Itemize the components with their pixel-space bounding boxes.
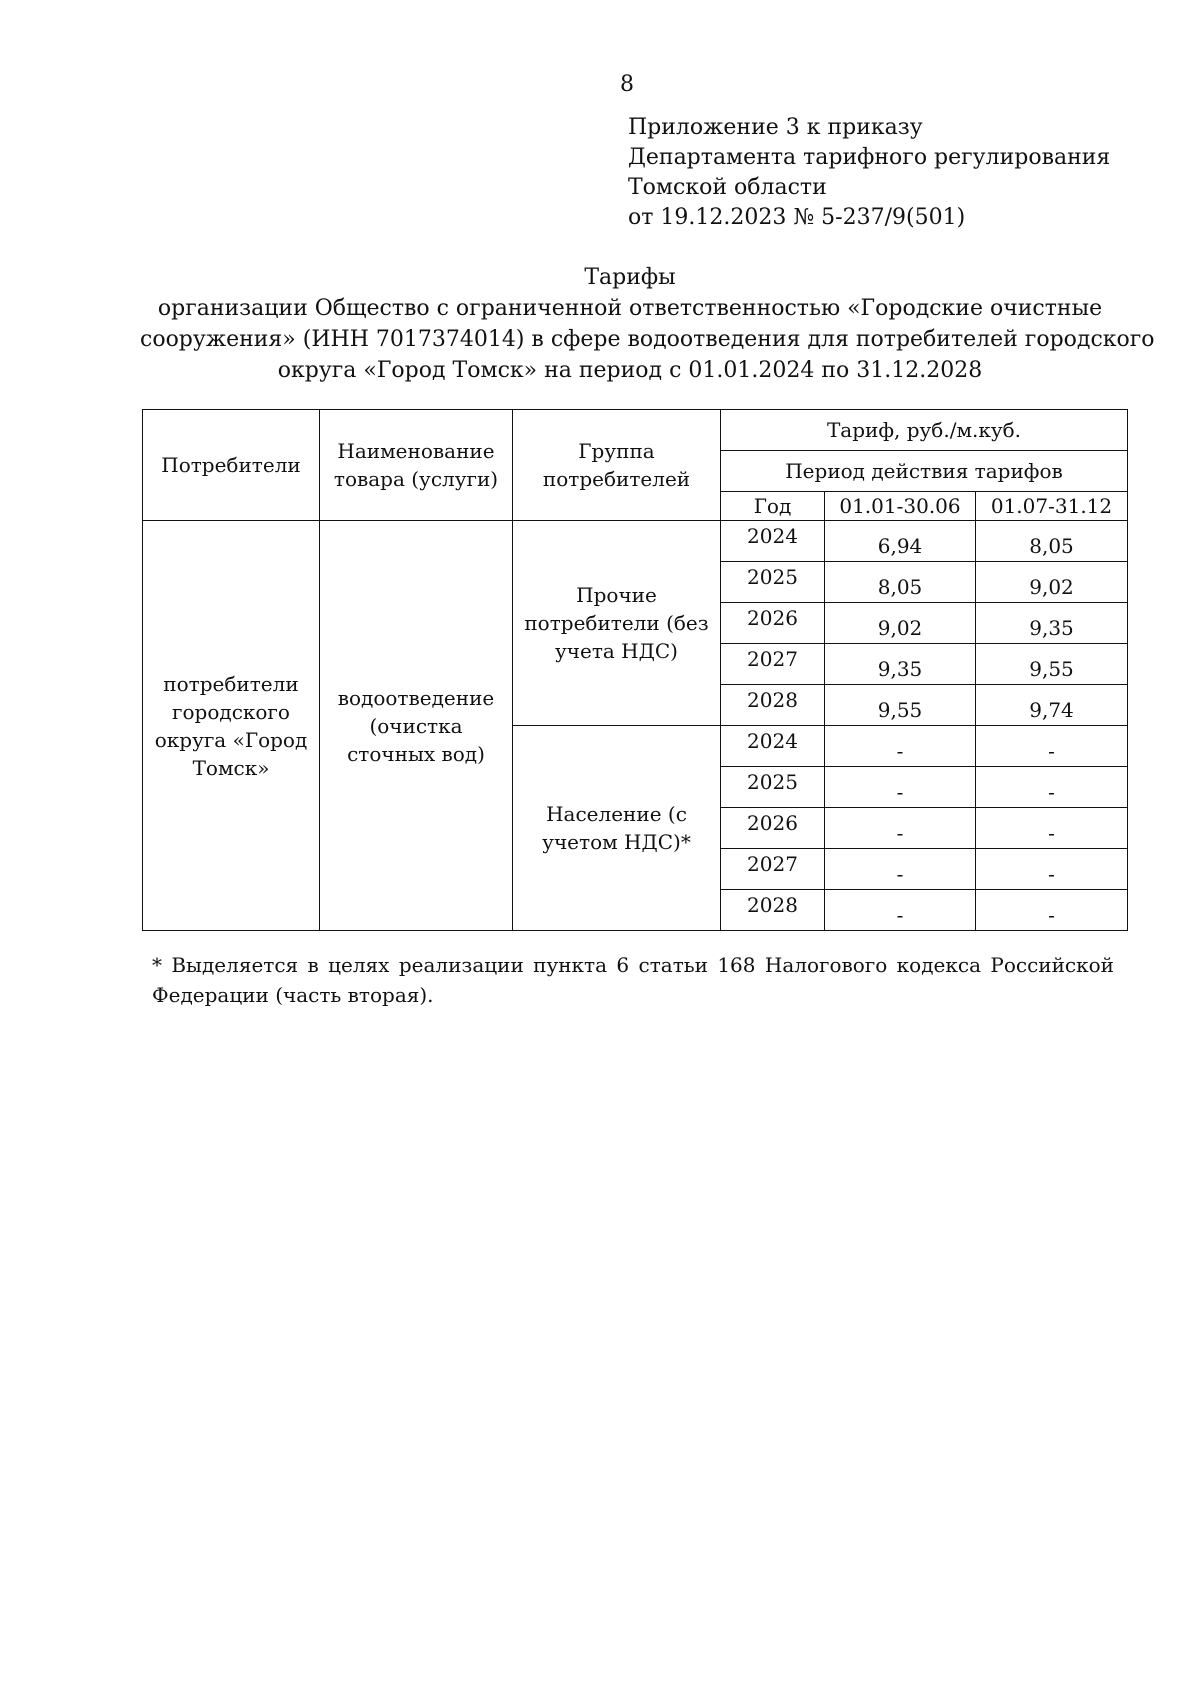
year-cell: 2026	[721, 808, 825, 849]
appendix-line: от 19.12.2023 № 5-237/9(501)	[628, 205, 966, 230]
header-year: Год	[721, 492, 825, 521]
year-cell: 2024	[721, 726, 825, 767]
tariff-h1-cell: 9,55	[825, 685, 976, 726]
header-product: Наименование товара (услуги)	[320, 410, 513, 521]
tariff-h2-cell: -	[976, 808, 1128, 849]
tariff-table	[142, 409, 1128, 931]
product-cell: водоотведение (очистка сточных вод)	[320, 521, 513, 931]
year-cell: 2028	[721, 890, 825, 931]
tariff-h1-cell: -	[825, 808, 976, 849]
appendix-line: Приложение 3 к приказу	[628, 115, 923, 140]
year-cell: 2028	[721, 685, 825, 726]
tariff-h1-cell: 9,02	[825, 603, 976, 644]
tariff-h2-cell: 8,05	[976, 521, 1128, 562]
tariff-h1-cell: -	[825, 849, 976, 890]
title-heading: Тарифы	[584, 265, 676, 290]
tariff-h2-cell: 9,35	[976, 603, 1128, 644]
document-title	[140, 262, 1155, 386]
tariff-h2-cell: 9,74	[976, 685, 1128, 726]
appendix-line: Департамента тарифного регулирования	[628, 145, 1111, 170]
tariff-h2-cell: 9,55	[976, 644, 1128, 685]
header-tariff: Тариф, руб./м.куб.	[721, 410, 1128, 451]
tariff-h2-cell: 9,02	[976, 562, 1128, 603]
tariff-h2-cell: -	[976, 890, 1128, 931]
header-half1: 01.01-30.06	[825, 492, 976, 521]
consumers-cell: потребители городского округа «Город Томск»	[143, 521, 320, 931]
year-cell: 2025	[721, 562, 825, 603]
year-cell: 2027	[721, 644, 825, 685]
footnote: * Выделяется в целях реализации пункта 6 статьи 168 Налогового кодекса Российской Федерации (часть вторая).	[152, 953, 1114, 1007]
table-row	[143, 521, 1128, 562]
header-period: Период действия тарифов	[721, 451, 1128, 492]
appendix-line: Томской области	[628, 175, 827, 200]
header-consumers: Потребители	[143, 410, 320, 521]
appendix-block	[628, 113, 1110, 233]
tariff-h2-cell: -	[976, 849, 1128, 890]
year-cell: 2024	[721, 521, 825, 562]
tariff-h1-cell: 6,94	[825, 521, 976, 562]
title-line: округа «Город Томск» на период с 01.01.2024 по 31.12.2028	[277, 358, 983, 383]
tariff-h2-cell: -	[976, 767, 1128, 808]
header-half2: 01.07-31.12	[976, 492, 1128, 521]
year-cell: 2025	[721, 767, 825, 808]
title-line: сооружения» (ИНН 7017374014) в сфере водоотведения для потребителей городского	[140, 327, 1155, 352]
tariff-h1-cell: -	[825, 726, 976, 767]
tariff-h1-cell: -	[825, 890, 976, 931]
header-group: Группа потребителей	[513, 410, 721, 521]
tariff-h1-cell: -	[825, 767, 976, 808]
page-number: 8	[620, 72, 634, 97]
tariff-h2-cell: -	[976, 726, 1128, 767]
year-cell: 2026	[721, 603, 825, 644]
year-cell: 2027	[721, 849, 825, 890]
group-cell-population: Население (с учетом НДС)*	[513, 726, 721, 931]
tariff-h1-cell: 8,05	[825, 562, 976, 603]
tariff-h1-cell: 9,35	[825, 644, 976, 685]
title-line: организации Общество с ограниченной ответственностью «Городские очистные	[157, 296, 1103, 321]
group-cell-other: Прочие потребители (без учета НДС)	[513, 521, 721, 726]
